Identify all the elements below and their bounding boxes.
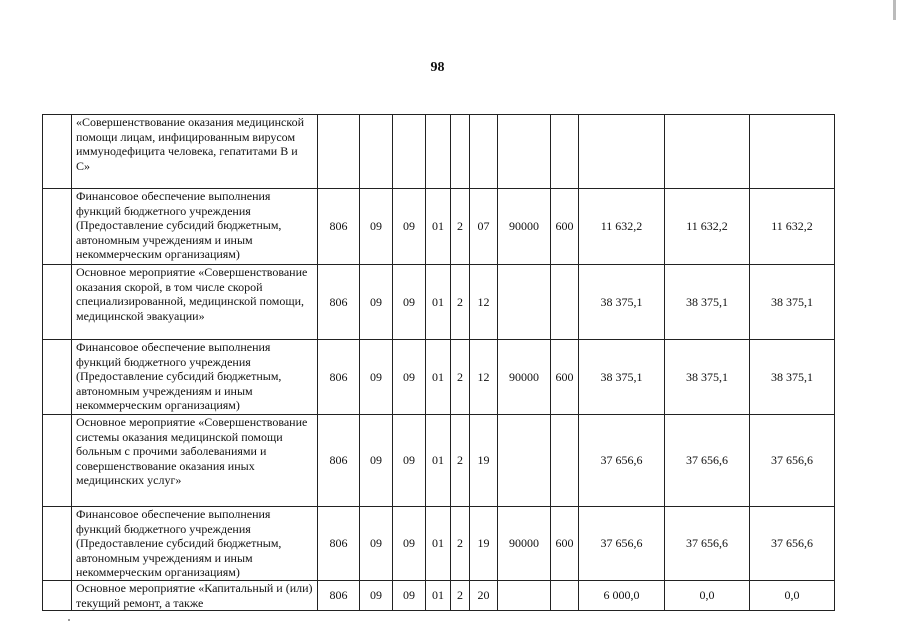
table-row xyxy=(43,340,835,415)
expense-type-code-cell xyxy=(551,265,579,340)
table-row xyxy=(43,415,835,507)
ministry-code-cell: 806 xyxy=(318,265,360,340)
table-row xyxy=(43,581,835,611)
amount-year-3-cell: 38 375,1 xyxy=(750,265,835,340)
section-code-cell: 09 xyxy=(360,265,393,340)
subsection-code-cell: 09 xyxy=(393,507,426,581)
section-code-cell: 09 xyxy=(360,340,393,415)
direction-code-cell xyxy=(498,581,551,611)
direction-code-cell: 90000 xyxy=(498,340,551,415)
section-code-cell: 09 xyxy=(360,189,393,265)
expense-type-code-cell xyxy=(551,115,579,189)
program-code-cell: 01 xyxy=(426,415,451,507)
row-number-cell xyxy=(43,581,72,611)
item-name-cell: Основное мероприятие «Совершенствование системы оказания медицинской помощи больным с прочими заболеваниями и совершенствование оказания иных медицинских услуг» xyxy=(72,415,318,507)
amount-year-2-cell: 37 656,6 xyxy=(665,415,750,507)
table-row xyxy=(43,265,835,340)
subsection-code-cell xyxy=(393,115,426,189)
budget-table xyxy=(42,114,835,611)
subprogram-code-cell xyxy=(451,115,470,189)
table-row xyxy=(43,115,835,189)
ministry-code-cell xyxy=(318,115,360,189)
amount-year-2-cell: 38 375,1 xyxy=(665,265,750,340)
direction-code-cell xyxy=(498,265,551,340)
amount-year-1-cell: 11 632,2 xyxy=(579,189,665,265)
scan-speck xyxy=(68,619,70,621)
amount-year-2-cell: 38 375,1 xyxy=(665,340,750,415)
ministry-code-cell: 806 xyxy=(318,189,360,265)
ministry-code-cell: 806 xyxy=(318,507,360,581)
item-name-cell: Финансовое обеспечение выполнения функций бюджетного учреждения (Предоставление субсидий бюджетным, автономным учреждениям и иным некоммерческим организациям) xyxy=(72,507,318,581)
event-code-cell xyxy=(470,115,498,189)
row-number-cell xyxy=(43,340,72,415)
row-number-cell xyxy=(43,115,72,189)
expense-type-code-cell: 600 xyxy=(551,189,579,265)
subprogram-code-cell: 2 xyxy=(451,189,470,265)
subsection-code-cell: 09 xyxy=(393,265,426,340)
expense-type-code-cell xyxy=(551,581,579,611)
expense-type-code-cell: 600 xyxy=(551,507,579,581)
section-code-cell: 09 xyxy=(360,581,393,611)
subprogram-code-cell: 2 xyxy=(451,265,470,340)
ministry-code-cell: 806 xyxy=(318,581,360,611)
event-code-cell: 07 xyxy=(470,189,498,265)
item-name-cell: Финансовое обеспечение выполнения функций бюджетного учреждения (Предоставление субсидий бюджетным, автономным учреждениям и иным некоммерческим организациям) xyxy=(72,340,318,415)
event-code-cell: 12 xyxy=(470,265,498,340)
subprogram-code-cell: 2 xyxy=(451,340,470,415)
amount-year-2-cell xyxy=(665,115,750,189)
event-code-cell: 19 xyxy=(470,507,498,581)
subsection-code-cell: 09 xyxy=(393,189,426,265)
amount-year-2-cell: 0,0 xyxy=(665,581,750,611)
amount-year-3-cell: 0,0 xyxy=(750,581,835,611)
item-name-cell: Основное мероприятие «Капитальный и (или) текущий ремонт, а также xyxy=(72,581,318,611)
event-code-cell: 20 xyxy=(470,581,498,611)
item-name-cell: Основное мероприятие «Совершенствование оказания скорой, в том числе скорой специализированной, медицинской помощи, медицинской эвакуации» xyxy=(72,265,318,340)
event-code-cell: 19 xyxy=(470,415,498,507)
amount-year-1-cell: 38 375,1 xyxy=(579,265,665,340)
direction-code-cell xyxy=(498,415,551,507)
amount-year-1-cell: 37 656,6 xyxy=(579,507,665,581)
row-number-cell xyxy=(43,265,72,340)
row-number-cell xyxy=(43,415,72,507)
amount-year-1-cell: 6 000,0 xyxy=(579,581,665,611)
amount-year-3-cell: 37 656,6 xyxy=(750,415,835,507)
page-number: 98 xyxy=(430,60,445,75)
amount-year-2-cell: 11 632,2 xyxy=(665,189,750,265)
subprogram-code-cell: 2 xyxy=(451,581,470,611)
program-code-cell: 01 xyxy=(426,340,451,415)
table-row xyxy=(43,507,835,581)
amount-year-3-cell: 37 656,6 xyxy=(750,507,835,581)
ministry-code-cell: 806 xyxy=(318,415,360,507)
program-code-cell: 01 xyxy=(426,507,451,581)
subsection-code-cell: 09 xyxy=(393,581,426,611)
expense-type-code-cell xyxy=(551,415,579,507)
program-code-cell xyxy=(426,115,451,189)
amount-year-1-cell xyxy=(579,115,665,189)
subprogram-code-cell: 2 xyxy=(451,507,470,581)
direction-code-cell: 90000 xyxy=(498,507,551,581)
amount-year-1-cell: 37 656,6 xyxy=(579,415,665,507)
amount-year-3-cell: 38 375,1 xyxy=(750,340,835,415)
program-code-cell: 01 xyxy=(426,189,451,265)
item-name-cell: «Совершенствование оказания медицинской помощи лицам, инфицированным вирусом иммунодефицита человека, гепатитами В и С» xyxy=(72,115,318,189)
amount-year-3-cell xyxy=(750,115,835,189)
direction-code-cell xyxy=(498,115,551,189)
scan-edge-mark xyxy=(893,0,896,20)
amount-year-2-cell: 37 656,6 xyxy=(665,507,750,581)
event-code-cell: 12 xyxy=(470,340,498,415)
direction-code-cell: 90000 xyxy=(498,189,551,265)
subsection-code-cell: 09 xyxy=(393,415,426,507)
subprogram-code-cell: 2 xyxy=(451,415,470,507)
section-code-cell xyxy=(360,115,393,189)
item-name-cell: Финансовое обеспечение выполнения функций бюджетного учреждения (Предоставление субсидий бюджетным, автономным учреждениям и иным некоммерческим организациям) xyxy=(72,189,318,265)
subsection-code-cell: 09 xyxy=(393,340,426,415)
section-code-cell: 09 xyxy=(360,415,393,507)
row-number-cell xyxy=(43,507,72,581)
amount-year-3-cell: 11 632,2 xyxy=(750,189,835,265)
section-code-cell: 09 xyxy=(360,507,393,581)
ministry-code-cell: 806 xyxy=(318,340,360,415)
amount-year-1-cell: 38 375,1 xyxy=(579,340,665,415)
program-code-cell: 01 xyxy=(426,581,451,611)
row-number-cell xyxy=(43,189,72,265)
expense-type-code-cell: 600 xyxy=(551,340,579,415)
program-code-cell: 01 xyxy=(426,265,451,340)
table-row xyxy=(43,189,835,265)
